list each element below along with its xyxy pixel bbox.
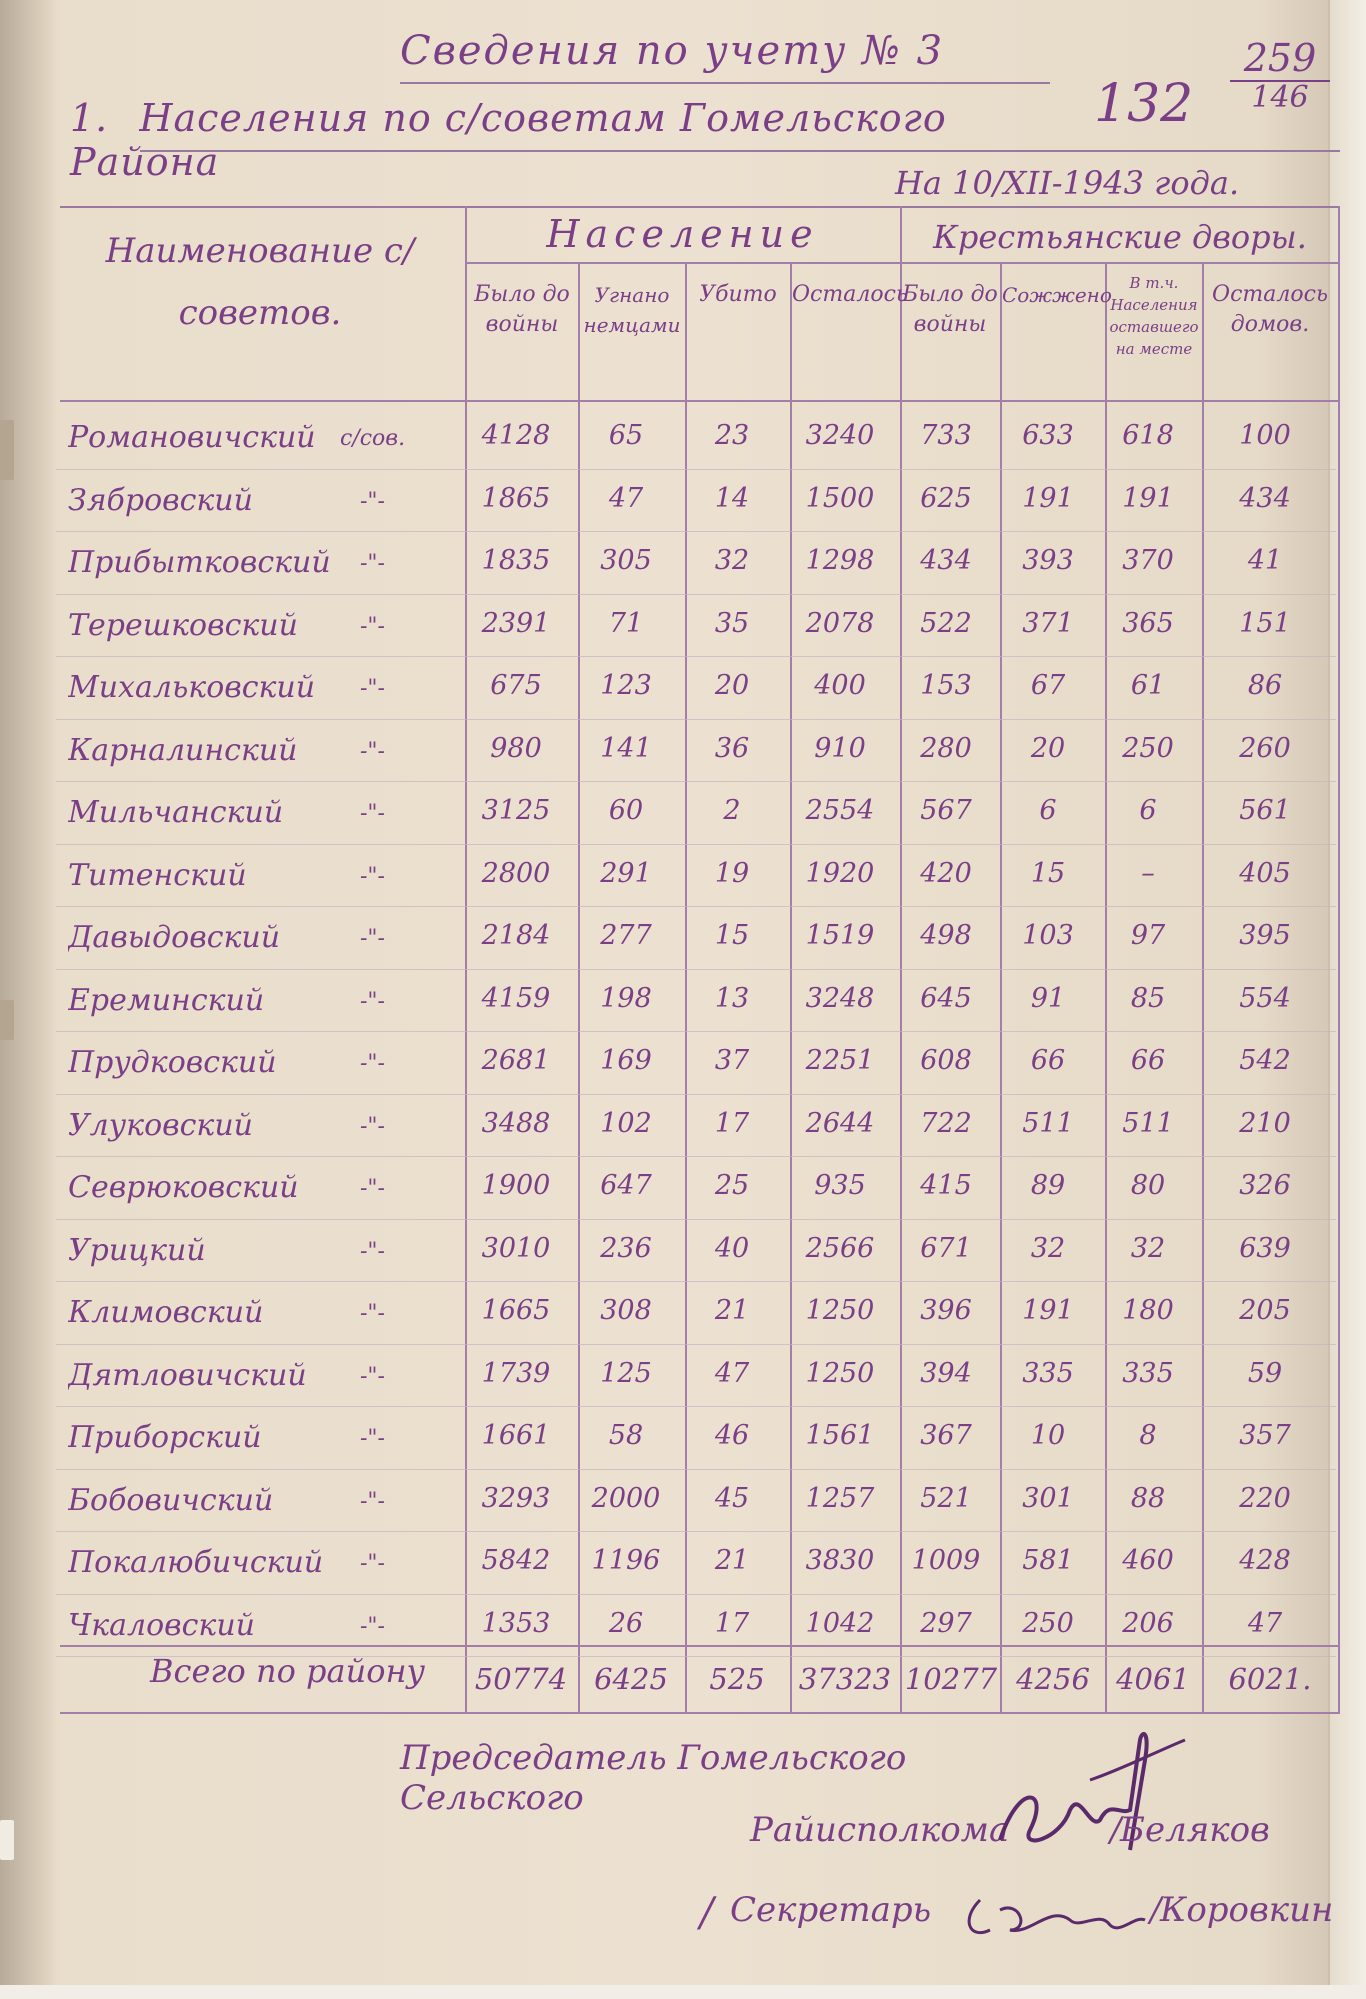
ditto-mark: -"- (360, 1363, 385, 1389)
row-rule (56, 969, 1336, 970)
bracket-mark: / (700, 1890, 714, 1936)
sub-header: Осталось (792, 282, 908, 307)
total-cell: 10277 (904, 1662, 998, 1696)
subtitle-number: 1. (70, 96, 109, 140)
table-cell: 10 (1030, 1420, 1066, 1451)
table-cell: 428 (1239, 1545, 1291, 1576)
sub-header: В т.ч. Населения оставшего на месте (1109, 274, 1199, 358)
table-row (0, 910, 1366, 972)
table-cell: 1250 (805, 1295, 875, 1326)
table-row (0, 1285, 1366, 1347)
table-cell: 66 (1030, 1045, 1066, 1076)
table-cell: 608 (920, 1045, 972, 1076)
table-cell: 1250 (805, 1357, 875, 1389)
row-rule (56, 1281, 1336, 1282)
table-cell: 20 (1030, 732, 1066, 764)
table-cell: 180 (1122, 1295, 1174, 1326)
table-cell: 2078 (805, 607, 875, 639)
table-cell: 100 (1239, 420, 1291, 451)
table-cell: 1561 (805, 1420, 875, 1451)
table-cell: 15 (714, 920, 750, 951)
row-rule (56, 531, 1336, 532)
row-rule (56, 1094, 1336, 1095)
table-row (0, 1035, 1366, 1097)
table-cell: 1353 (481, 1607, 551, 1639)
selsovet-name: Улуковский (68, 1107, 253, 1143)
table-cell: 460 (1122, 1545, 1174, 1576)
selsovet-name: Терешковский (68, 607, 298, 643)
selsovet-name: Михальковский (68, 670, 316, 705)
folio-top: 259 (1243, 36, 1317, 80)
ditto-mark: -"- (360, 1488, 385, 1514)
table-cell: 13 (714, 982, 750, 1014)
selsovet-name: Ереминский (68, 982, 265, 1018)
sub-header: Было до войны (902, 282, 998, 337)
table-cell: 405 (1239, 857, 1291, 889)
table-cell: 85 (1130, 982, 1166, 1014)
row-rule (56, 1219, 1336, 1220)
table-cell: 20 (714, 670, 750, 701)
table-cell: 1920 (805, 857, 875, 889)
table-cell: 2391 (481, 607, 551, 639)
table-cell: 671 (920, 1232, 972, 1264)
ditto-mark: -"- (360, 676, 385, 701)
table-row (0, 410, 1366, 472)
table-cell: 2000 (591, 1482, 661, 1514)
table-cell: 123 (600, 670, 652, 701)
table-cell: 6 (1139, 795, 1157, 826)
binding-tab (0, 1820, 14, 1860)
table-cell: 40 (714, 1232, 750, 1264)
secretary-title: Секретарь (730, 1890, 932, 1930)
table-cell: 395 (1239, 920, 1291, 951)
table-cell: 511 (1022, 1107, 1074, 1139)
header-bottom-rule (60, 400, 1340, 402)
scan-margin (0, 1985, 1366, 1999)
table-cell: 1519 (805, 920, 875, 951)
table-row (0, 1160, 1366, 1222)
table-cell: 1739 (481, 1357, 551, 1389)
table-cell: 26 (608, 1607, 644, 1639)
table-row (0, 973, 1366, 1035)
table-cell: 206 (1122, 1607, 1174, 1639)
table-cell: 910 (814, 732, 866, 764)
selsovet-name: Климовский (68, 1295, 264, 1330)
table-cell: 89 (1030, 1170, 1066, 1201)
secretary-name: Коровкин (1160, 1890, 1334, 1930)
table-cell: 420 (920, 857, 972, 889)
total-cell: 4061 (1116, 1662, 1190, 1696)
table-cell: 3248 (805, 982, 875, 1014)
sub-header: Было до войны (474, 282, 570, 337)
table-cell: 357 (1239, 1420, 1291, 1451)
ditto-mark: -"- (360, 1176, 385, 1201)
row-rule (56, 594, 1336, 595)
row-rule (56, 719, 1336, 720)
table-cell: 88 (1130, 1482, 1166, 1514)
ditto-mark: -"- (360, 926, 385, 951)
ditto-mark: -"- (360, 488, 385, 514)
signature-title-line: Председатель Гомельского Сельского (400, 1738, 907, 1818)
table-cell: 151 (1239, 607, 1291, 639)
group-header-yards: Крестьянские дворы. (933, 218, 1307, 256)
selsovet-name: Прибытковский (68, 545, 331, 580)
table-cell: 733 (920, 420, 972, 451)
table-cell: 58 (608, 1420, 644, 1451)
table-cell: 15 (1030, 857, 1066, 889)
row-rule (56, 1344, 1336, 1345)
table-cell: 45 (714, 1482, 750, 1514)
table-cell: 305 (600, 545, 652, 576)
ditto-mark: -"- (360, 988, 385, 1014)
table-row (0, 473, 1366, 535)
table-cell: 21 (714, 1545, 750, 1576)
ditto-mark: -"- (360, 801, 385, 826)
table-cell: 250 (1122, 732, 1174, 764)
table-cell: 3010 (481, 1232, 551, 1264)
table-cell: 260 (1239, 732, 1291, 764)
selsovet-name: Урицкий (68, 1232, 206, 1268)
row-rule (56, 469, 1336, 470)
table-cell: 1298 (805, 545, 875, 576)
table-cell: 66 (1130, 1045, 1166, 1076)
document-subtitle (70, 96, 1090, 184)
table-cell: 1257 (805, 1482, 875, 1514)
table-cell: 35 (714, 607, 750, 639)
table-cell: 14 (714, 482, 750, 514)
table-cell: 415 (920, 1170, 972, 1201)
table-cell: 335 (1022, 1357, 1074, 1389)
table-cell: 80 (1130, 1170, 1166, 1201)
table-cell: 639 (1239, 1232, 1291, 1264)
table-cell: 250 (1022, 1607, 1074, 1639)
table-cell: 47 (714, 1357, 750, 1389)
row-rule (56, 656, 1336, 657)
table-cell: 59 (1247, 1357, 1283, 1389)
table-row (0, 1223, 1366, 1285)
group-header-rule (465, 262, 1340, 264)
table-row (0, 1410, 1366, 1472)
sub-header: Осталось домов. (1212, 282, 1328, 337)
table-cell: 1500 (805, 482, 875, 514)
ditto-mark: -"- (360, 1238, 385, 1264)
table-cell: 400 (814, 670, 866, 701)
total-cell: 6425 (594, 1662, 668, 1696)
table-cell: – (1141, 857, 1155, 889)
table-cell: 236 (600, 1232, 652, 1264)
table-cell: 1661 (481, 1420, 551, 1451)
archive-folio-mark (1230, 36, 1330, 152)
selsovet-name: Титенский (68, 857, 247, 893)
table-cell: 5842 (481, 1545, 551, 1576)
table-cell: 434 (1239, 482, 1291, 514)
table-row (0, 1348, 1366, 1410)
table-cell: 326 (1239, 1170, 1291, 1201)
table-cell: 97 (1130, 920, 1166, 951)
table-row (0, 848, 1366, 910)
table-cell: 297 (920, 1607, 972, 1639)
selsovet-name: Прудковский (68, 1045, 277, 1080)
table-cell: 396 (920, 1295, 972, 1326)
table-cell: 125 (600, 1357, 652, 1389)
table-cell: 67 (1030, 670, 1066, 701)
table-cell: 65 (608, 420, 644, 451)
table-row (0, 723, 1366, 785)
table-cell: 581 (1022, 1545, 1074, 1576)
ditto-mark: -"- (360, 1051, 385, 1076)
table-cell: 554 (1239, 982, 1291, 1014)
table-cell: 71 (608, 607, 644, 639)
table-cell: 210 (1239, 1107, 1291, 1139)
table-cell: 1835 (481, 545, 551, 576)
table-cell: 103 (1022, 920, 1074, 951)
table-cell: 102 (600, 1107, 652, 1139)
report-date: На 10/XII-1943 года. (895, 164, 1240, 202)
selsovet-name: Покалюбичский (68, 1545, 324, 1580)
selsovet-name: Романовичский (68, 420, 316, 455)
table-cell: 2800 (481, 857, 551, 889)
total-cell: 50774 (474, 1662, 568, 1696)
table-cell: 511 (1122, 1107, 1174, 1139)
table-cell: 542 (1239, 1045, 1291, 1076)
selsovet-name: Мильчанский (68, 795, 284, 830)
table-cell: 17 (714, 1107, 750, 1139)
selsovet-name: Бобовичский (68, 1482, 274, 1518)
table-cell: 1196 (591, 1545, 661, 1576)
table-cell: 280 (920, 732, 972, 764)
table-row (0, 785, 1366, 847)
subtitle-underline (140, 150, 1340, 152)
table-cell: 4159 (481, 982, 551, 1014)
table-cell: 25 (714, 1170, 750, 1201)
table-cell: 41 (1247, 545, 1283, 576)
selsovet-name: Давыдовский (68, 920, 281, 955)
table-cell: 1009 (911, 1545, 981, 1576)
table-cell: 47 (1247, 1607, 1283, 1639)
table-cell: 394 (920, 1357, 972, 1389)
table-cell: 1665 (481, 1295, 551, 1326)
ditto-mark: -"- (360, 551, 385, 576)
selsovet-name: Зябровский (68, 482, 253, 518)
total-cell: 4256 (1016, 1662, 1090, 1696)
table-cell: 191 (1022, 482, 1074, 514)
table-cell: 169 (600, 1045, 652, 1076)
table-cell: 522 (920, 607, 972, 639)
table-cell: 277 (600, 920, 652, 951)
table-row (0, 598, 1366, 660)
table-cell: 19 (714, 857, 750, 889)
table-cell: 567 (920, 795, 972, 826)
table-cell: 2681 (481, 1045, 551, 1076)
table-row (0, 1098, 1366, 1160)
table-cell: 498 (920, 920, 972, 951)
row-rule (56, 1406, 1336, 1407)
row-rule (56, 1031, 1336, 1032)
table-cell: 3293 (481, 1482, 551, 1514)
table-cell: 521 (920, 1482, 972, 1514)
table-cell: 935 (814, 1170, 866, 1201)
table-cell: 3240 (805, 420, 875, 451)
table-cell: 1042 (805, 1607, 875, 1639)
table-row (0, 1535, 1366, 1597)
table-cell: 2554 (805, 795, 875, 826)
table-cell: 36 (714, 732, 750, 764)
row-rule (56, 1594, 1336, 1595)
table-cell: 6 (1039, 795, 1057, 826)
table-cell: 61 (1130, 670, 1166, 701)
total-cell: 6021. (1228, 1662, 1312, 1696)
page-number: 132 (1094, 74, 1194, 134)
table-cell: 1865 (481, 482, 551, 514)
table-cell: 1900 (481, 1170, 551, 1201)
sub-header: Убито (699, 282, 777, 307)
total-bottom-rule (60, 1712, 1340, 1714)
table-cell: 32 (1130, 1232, 1166, 1264)
table-row (0, 535, 1366, 597)
row-rule (56, 906, 1336, 907)
table-cell: 60 (608, 795, 644, 826)
table-cell: 365 (1122, 607, 1174, 639)
table-cell: 91 (1030, 982, 1066, 1014)
table-cell: 46 (714, 1420, 750, 1451)
table-cell: 291 (600, 857, 652, 889)
ditto-mark: -"- (360, 1613, 385, 1639)
table-cell: 3488 (481, 1107, 551, 1139)
table-cell: 393 (1022, 545, 1074, 576)
table-cell: 205 (1239, 1295, 1291, 1326)
table-row (0, 1598, 1366, 1660)
group-header-population: Население (546, 212, 819, 256)
table-cell: 8 (1139, 1420, 1157, 1451)
table-cell: 2251 (805, 1045, 875, 1076)
table-cell: 2 (723, 795, 741, 826)
total-cell: 37323 (798, 1662, 892, 1696)
sub-header: Угнано немцами (583, 283, 681, 337)
table-cell: 2566 (805, 1232, 875, 1264)
secretary-signature (960, 1880, 1150, 1950)
row-rule (56, 844, 1336, 845)
row-rule (56, 1156, 1336, 1157)
subtitle-text: Населения по с/советам Гомельского Района (70, 96, 947, 184)
table-cell: 191 (1122, 482, 1174, 514)
folio-bottom: 146 (1230, 80, 1330, 114)
sub-header: Сожжено (1002, 283, 1112, 307)
table-cell: 625 (920, 482, 972, 514)
table-cell: 2184 (481, 920, 551, 951)
table-cell: 32 (714, 545, 750, 576)
row-rule (56, 781, 1336, 782)
table-cell: 301 (1022, 1482, 1074, 1514)
table-cell: 17 (714, 1607, 750, 1639)
selsovet-name: Севрюковский (68, 1170, 299, 1205)
table-cell: 633 (1022, 420, 1074, 451)
ditto-mark: -"- (360, 863, 385, 889)
table-cell: 4128 (481, 420, 551, 451)
name-bracket: / (1150, 1890, 1162, 1930)
row-rule (56, 1531, 1336, 1532)
selsovet-name: Дятловичский (68, 1357, 307, 1393)
ditto-mark: -"- (360, 738, 385, 764)
table-cell: 2644 (805, 1107, 875, 1139)
table-cell: 561 (1239, 795, 1291, 826)
title-underline (400, 82, 1050, 84)
table-cell: 220 (1239, 1482, 1291, 1514)
table-cell: 367 (920, 1420, 972, 1451)
table-cell: 153 (920, 670, 972, 701)
total-cell: 525 (709, 1662, 765, 1696)
table-cell: 47 (608, 482, 644, 514)
signature-title-line: Райисполкома (750, 1810, 1010, 1850)
ditto-mark: -"- (360, 1551, 385, 1576)
table-cell: 23 (714, 420, 750, 451)
table-row (0, 1473, 1366, 1535)
ditto-mark: -"- (360, 1301, 385, 1326)
table-cell: 370 (1122, 545, 1174, 576)
document-title: Сведения по учету № 3 (400, 28, 945, 74)
table-cell: 191 (1022, 1295, 1074, 1326)
table-cell: 722 (920, 1107, 972, 1139)
total-label: Всего по району (150, 1652, 426, 1690)
table-cell: 141 (600, 732, 652, 764)
table-row (0, 660, 1366, 722)
table-cell: 434 (920, 545, 972, 576)
selsovet-suffix: с/сов. (340, 426, 406, 451)
table-cell: 371 (1022, 607, 1074, 639)
table-cell: 645 (920, 982, 972, 1014)
chairman-name: Беляков (1120, 1810, 1270, 1850)
table-cell: 198 (600, 982, 652, 1014)
table-cell: 335 (1122, 1357, 1174, 1389)
table-cell: 3125 (481, 795, 551, 826)
table-cell: 308 (600, 1295, 652, 1326)
col-header-name: Наименование с/советов. (105, 231, 415, 333)
date-underline (60, 206, 1340, 208)
table-cell: 647 (600, 1170, 652, 1201)
row-rule (56, 1469, 1336, 1470)
selsovet-name: Приборский (68, 1420, 262, 1455)
table-cell: 86 (1247, 670, 1283, 701)
table-cell: 980 (490, 732, 542, 764)
selsovet-name: Карналинский (68, 732, 298, 768)
table-cell: 37 (714, 1045, 750, 1076)
table-cell: 32 (1030, 1232, 1066, 1264)
table-cell: 3830 (805, 1545, 875, 1576)
ditto-mark: -"- (360, 613, 385, 639)
ditto-mark: -"- (360, 1113, 385, 1139)
selsovet-name: Чкаловский (68, 1607, 255, 1643)
table-cell: 675 (490, 670, 542, 701)
name-bracket: / (1110, 1810, 1122, 1850)
table-cell: 618 (1122, 420, 1174, 451)
table-cell: 21 (714, 1295, 750, 1326)
ditto-mark: -"- (360, 1426, 385, 1451)
